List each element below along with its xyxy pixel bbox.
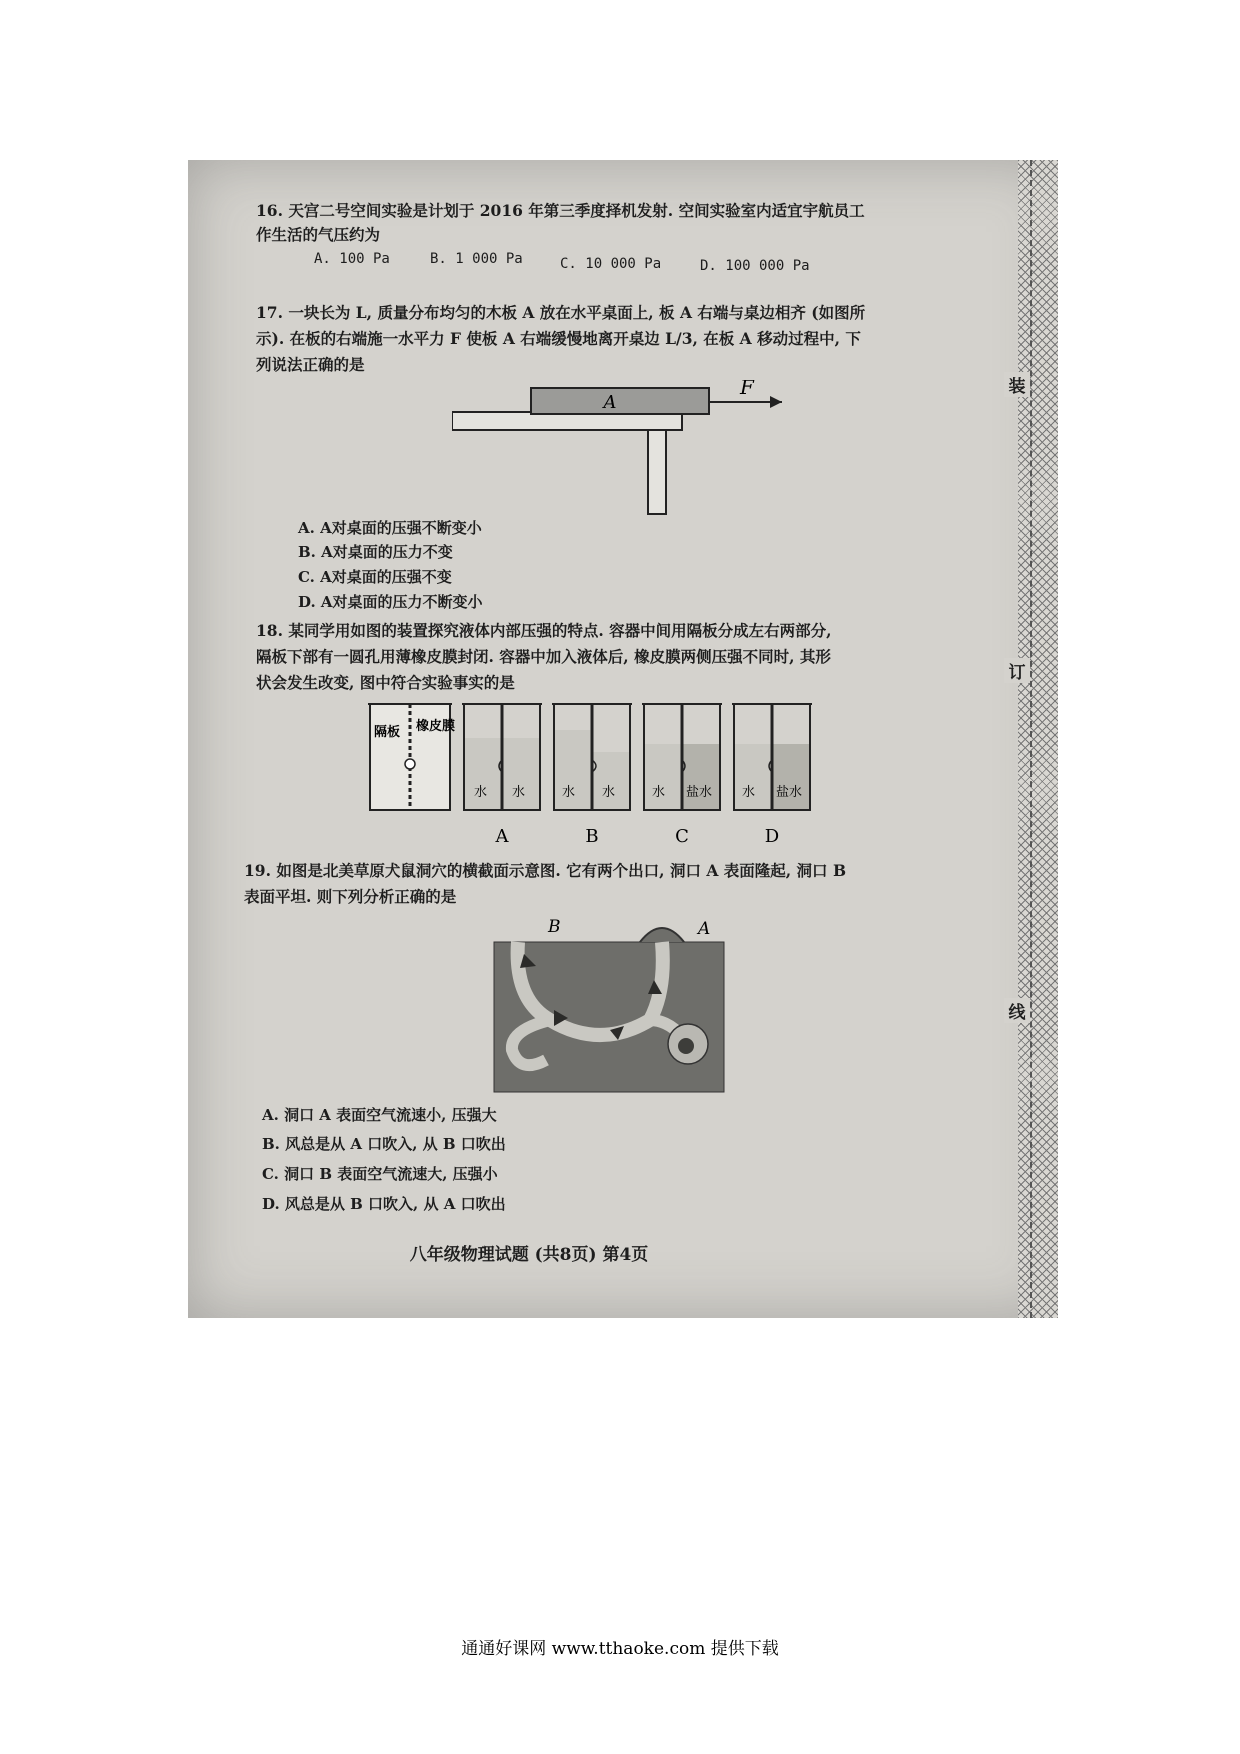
- q19-option-a: A. 洞口 A 表面空气流速小, 压强大: [262, 1106, 497, 1124]
- q16-option-b: B. 1 000 Pa: [430, 251, 523, 267]
- q17-option-d: D. A对桌面的压力不断变小: [298, 593, 483, 611]
- q18-text-line3: 状会发生改变, 图中符合实验事实的是: [256, 673, 515, 692]
- q18-panel-b-caption: B: [585, 826, 599, 847]
- q19-hole-b-label: B: [548, 917, 561, 937]
- q18-text-line2: 隔板下部有一圆孔用薄橡皮膜封闭. 容器中加入液体后, 橡皮膜两侧压强不同时, 其形: [256, 647, 831, 666]
- q18-setup-container: [368, 704, 455, 810]
- q16-text-line2: 作生活的气压约为: [256, 225, 381, 244]
- q16-option-c: C. 10 000 Pa: [560, 256, 662, 272]
- q18-panel-b-right-liquid: 水: [602, 785, 616, 800]
- q18-panel-d-caption: D: [764, 826, 780, 847]
- q18-panel-d-left-liquid: 水: [742, 785, 756, 800]
- q19-burrow-figure: [490, 910, 730, 1100]
- q18-panel-c-caption: C: [675, 826, 689, 847]
- q17-text-line1: 17. 一块长为 L, 质量分布均匀的木板 A 放在水平桌面上, 板 A 右端与桌边相齐 (如图所: [256, 303, 866, 322]
- q19-text-line2: 表面平坦. 则下列分析正确的是: [244, 887, 457, 906]
- q18-panel-d-right-liquid: 盐水: [776, 785, 803, 800]
- q17-force-label: F: [740, 380, 754, 399]
- partition-label: 隔板: [374, 725, 401, 740]
- q18-panel-a-left-liquid: 水: [474, 785, 488, 800]
- q17-option-c: C. A对桌面的压强不变: [298, 568, 452, 586]
- q18-panel-b: [552, 704, 632, 847]
- q16-text-line1: 16. 天宫二号空间实验是计划于 2016 年第三季度择机发射. 空间实验室内适宜宇航员工: [256, 201, 865, 220]
- q16-option-d: D. 100 000 Pa: [700, 258, 810, 274]
- download-credit: 通通好课网 www.tthaoke.com 提供下载: [461, 1639, 779, 1659]
- binding-margin-pattern: [1018, 160, 1058, 1318]
- q18-panel-b-left-liquid: 水: [562, 785, 576, 800]
- q18-panel-d: [732, 704, 812, 847]
- page-footer: 八年级物理试题 (共8页) 第4页: [409, 1245, 649, 1265]
- q18-panel-c-right-liquid: 盐水: [686, 785, 713, 800]
- q18-panel-a-right-liquid: 水: [512, 785, 526, 800]
- q18-panel-c: [642, 704, 722, 847]
- q18-panel-a-caption: A: [495, 826, 509, 847]
- margin-label-zhuang: 装: [1004, 372, 1030, 397]
- binding-cut-line: [1030, 160, 1032, 1318]
- margin-label-ding: 订: [1004, 658, 1030, 683]
- q19-option-c: C. 洞口 B 表面空气流速大, 压强小: [262, 1165, 498, 1183]
- q17-board-figure: [452, 380, 792, 516]
- q16-option-a: A. 100 Pa: [314, 251, 390, 267]
- margin-label-xian: 线: [1004, 998, 1030, 1023]
- q18-panel-a: [462, 704, 542, 847]
- q19-text-line1: 19. 如图是北美草原犬鼠洞穴的横截面示意图. 它有两个出口, 洞口 A 表面隆起, 洞口 B: [244, 861, 847, 880]
- q17-option-b: B. A对桌面的压力不变: [298, 543, 453, 561]
- q19-hole-a-label: A: [698, 919, 711, 939]
- q19-option-d: D. 风总是从 B 口吹入, 从 A 口吹出: [262, 1195, 506, 1213]
- q18-text-line1: 18. 某同学用如图的装置探究液体内部压强的特点. 容器中间用隔板分成左右两部分,: [256, 621, 832, 640]
- q17-board-label: A: [603, 392, 617, 413]
- q17-text-line2: 示). 在板的右端施一水平力 F 使板 A 右端缓慢地离开桌边 L/3, 在板 A 移动过程中, 下: [256, 329, 861, 348]
- q18-containers-figure: [368, 700, 828, 850]
- q18-panel-c-left-liquid: 水: [652, 785, 666, 800]
- q17-text-line3: 列说法正确的是: [256, 355, 365, 374]
- q19-option-b: B. 风总是从 A 口吹入, 从 B 口吹出: [262, 1135, 506, 1153]
- membrane-label: 橡皮膜: [416, 719, 456, 734]
- q17-option-a: A. A对桌面的压强不断变小: [298, 519, 482, 537]
